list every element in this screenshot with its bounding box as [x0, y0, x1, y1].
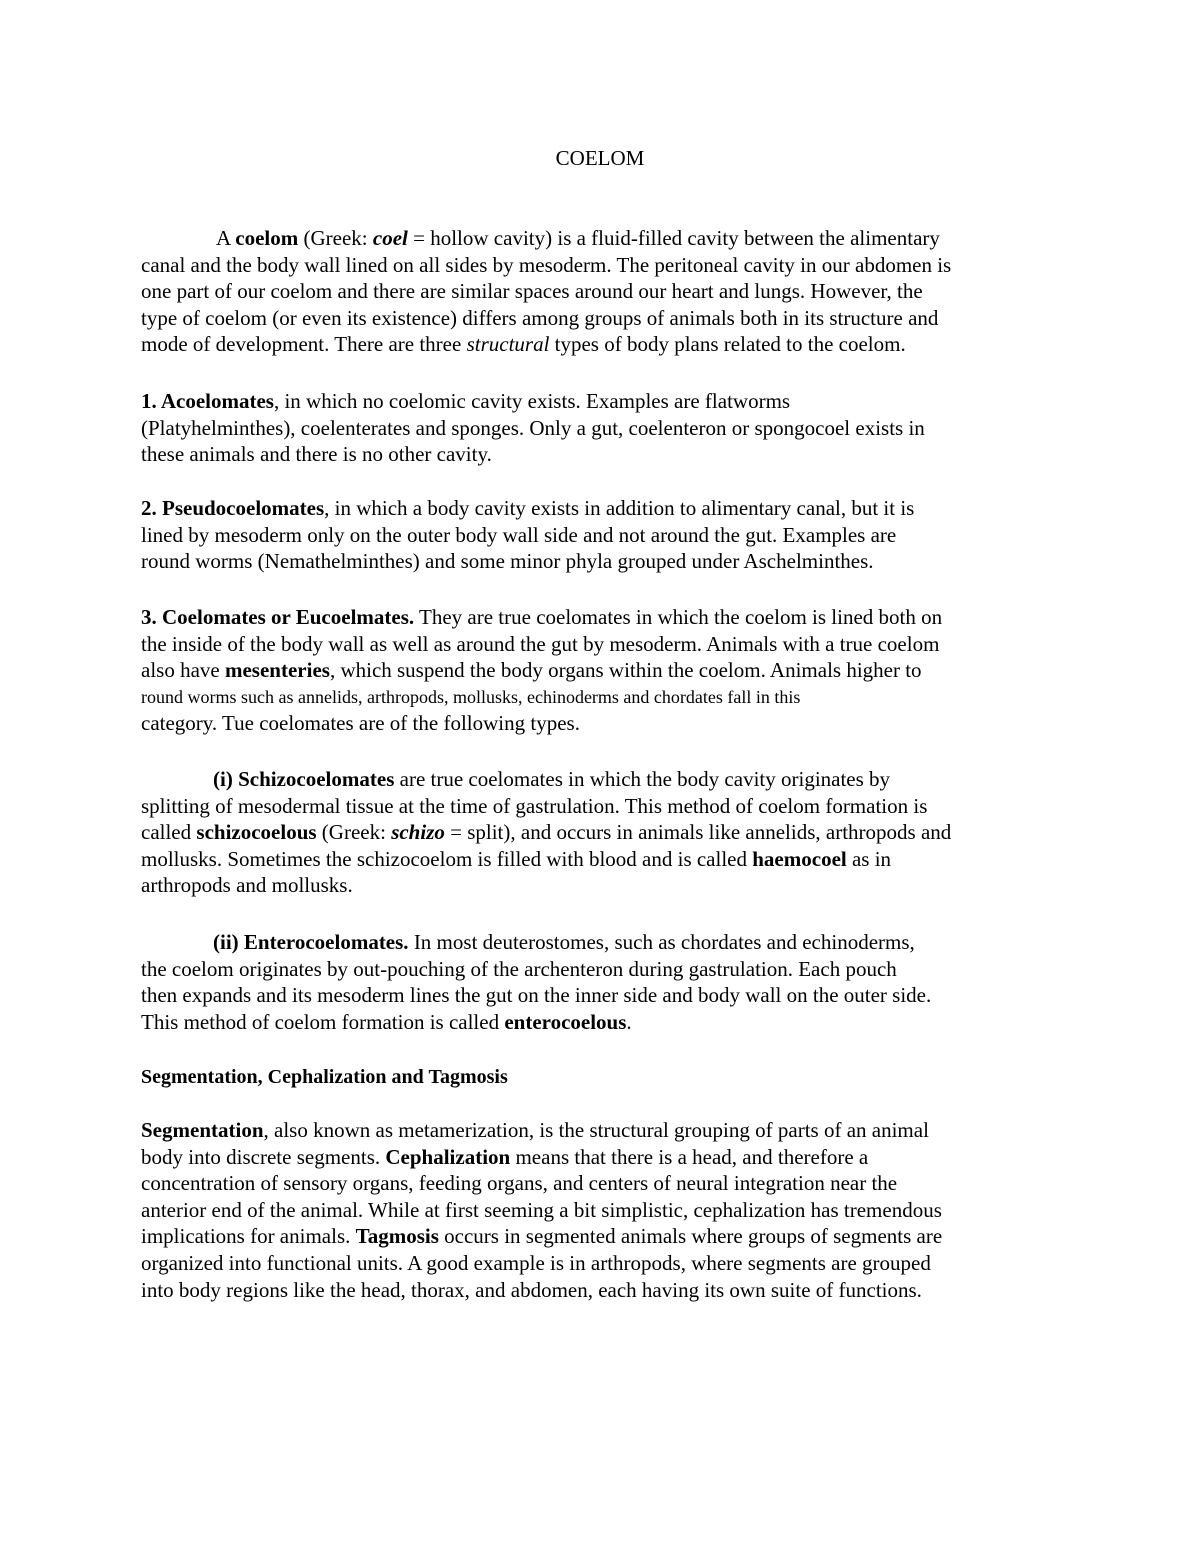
text-line: implications for animals. Tagmosis occurs in segmented animals where groups of segments are	[141, 1224, 943, 1249]
term-cephalization: Cephalization	[385, 1144, 511, 1169]
intro-paragraph	[141, 225, 1061, 358]
term-enterocoelous: enterocoelous	[504, 1009, 627, 1034]
text-line: mollusks. Sometimes the schizocoelom is filled with blood and is called haemocoel as in	[141, 846, 892, 871]
term-coel: coel	[372, 226, 408, 250]
term-enterocoelomates: (ii) Enterocoelomates.	[213, 930, 409, 954]
text-line: also have mesenteries, which suspend the body organs within the coelom. Animals higher to	[141, 658, 922, 683]
text-line: then expands and its mesoderm lines the gut on the inner side and body wall on the outer side.	[141, 983, 932, 1008]
text-line: 1. Acoelomates, in which no coelomic cavity exists. Examples are flatworms	[141, 389, 791, 413]
text-line: these animals and there is no other cavity.	[141, 442, 492, 467]
term-schizocoelomates: (i) Schizocoelomates	[213, 767, 395, 791]
text-line: A coelom (Greek: coel = hollow cavity) is a fluid-filled cavity between the alimentary	[216, 226, 940, 250]
text-line: concentration of sensory organs, feeding organs, and centers of neural integration near the	[141, 1171, 898, 1196]
text-line: This method of coelom formation is called enterocoelous.	[141, 1009, 632, 1034]
term-haemocoel: haemocoel	[752, 846, 847, 871]
segmentation-paragraph	[141, 1117, 1061, 1303]
text-line: mode of development. There are three structural types of body plans related to the coelom.	[141, 332, 906, 357]
coelomates-paragraph	[141, 604, 1061, 737]
term-schizocoelous: schizocoelous	[196, 820, 317, 845]
enterocoelomates-paragraph	[141, 929, 1061, 1035]
text-line: 2. Pseudocoelomates, in which a body cavity exists in addition to alimentary canal, but it is	[141, 496, 915, 520]
section-heading: Segmentation, Cephalization and Tagmosis	[141, 1066, 508, 1088]
text-line: (Platyhelminthes), coelenterates and sponges. Only a gut, coelenteron or spongocoel exists in	[141, 415, 925, 440]
text-line: type of coelom (or even its existence) differs among groups of animals both in its structure and	[141, 305, 939, 330]
term-pseudocoelomates: Pseudocoelomates	[162, 496, 325, 520]
text-line: body into discrete segments. Cephalization means that there is a head, and therefore a	[141, 1144, 869, 1169]
text-line: Segmentation, also known as metamerization, is the structural grouping of parts of an animal	[141, 1118, 929, 1142]
text-line: (ii) Enterocoelomates. In most deuterostomes, such as chordates and echinoderms,	[213, 930, 915, 954]
text-line: splitting of mesodermal tissue at the time of gastrulation. This method of coelom formation is	[141, 793, 928, 818]
term-structural: structural	[466, 332, 550, 357]
term-schizo: schizo	[391, 820, 445, 845]
text-line: category. Tue coelomates are of the following types.	[141, 711, 580, 736]
term-coelom: coelom	[235, 226, 299, 250]
text-line: (i) Schizocoelomates are true coelomates in which the body cavity originates by	[213, 767, 891, 791]
text-line: round worms (Nemathelminthes) and some minor phyla grouped under Aschelminthes.	[141, 549, 874, 574]
term-acoelomates: Acoelomates	[160, 389, 274, 413]
schizocoelomates-paragraph	[141, 766, 1061, 899]
text-line: round worms such as annelids, arthropods, mollusks, echinoderms and chordates fall in this	[141, 686, 801, 707]
page-title: COELOM	[555, 146, 645, 170]
text-line: 3. Coelomates or Eucoelmates. They are true coelomates in which the coelom is lined both on	[141, 605, 943, 629]
text-line: called schizocoelous (Greek: schizo = split), and occurs in animals like annelids, arthropods and	[141, 820, 952, 845]
text-line: the inside of the body wall as well as around the gut by mesoderm. Animals with a true coelom	[141, 631, 940, 656]
text-line: organized into functional units. A good example is in arthropods, where segments are grouped	[141, 1250, 931, 1275]
term-mesenteries: mesenteries	[224, 658, 330, 683]
text-line: the coelom originates by out-pouching of the archenteron during gastrulation. Each pouch	[141, 956, 897, 981]
text-line: one part of our coelom and there are similar spaces around our heart and lungs. However, the	[141, 279, 923, 304]
text-line: anterior end of the animal. While at first seeming a bit simplistic, cephalization has tremendous	[141, 1197, 942, 1222]
pseudocoelomates-paragraph	[141, 495, 1061, 575]
text-line: lined by mesoderm only on the outer body wall side and not around the gut. Examples are	[141, 522, 897, 547]
text-line: canal and the body wall lined on all sides by mesoderm. The peritoneal cavity in our abdomen is	[141, 252, 952, 277]
term-tagmosis: Tagmosis	[355, 1224, 439, 1249]
text-line: arthropods and mollusks.	[141, 873, 353, 898]
term-coelomates: Coelomates or Eucoelmates.	[162, 605, 415, 629]
term-segmentation: Segmentation	[141, 1118, 264, 1142]
text-line: into body regions like the head, thorax, and abdomen, each having its own suite of functions.	[141, 1277, 922, 1302]
acoelomates-paragraph	[141, 388, 1061, 468]
